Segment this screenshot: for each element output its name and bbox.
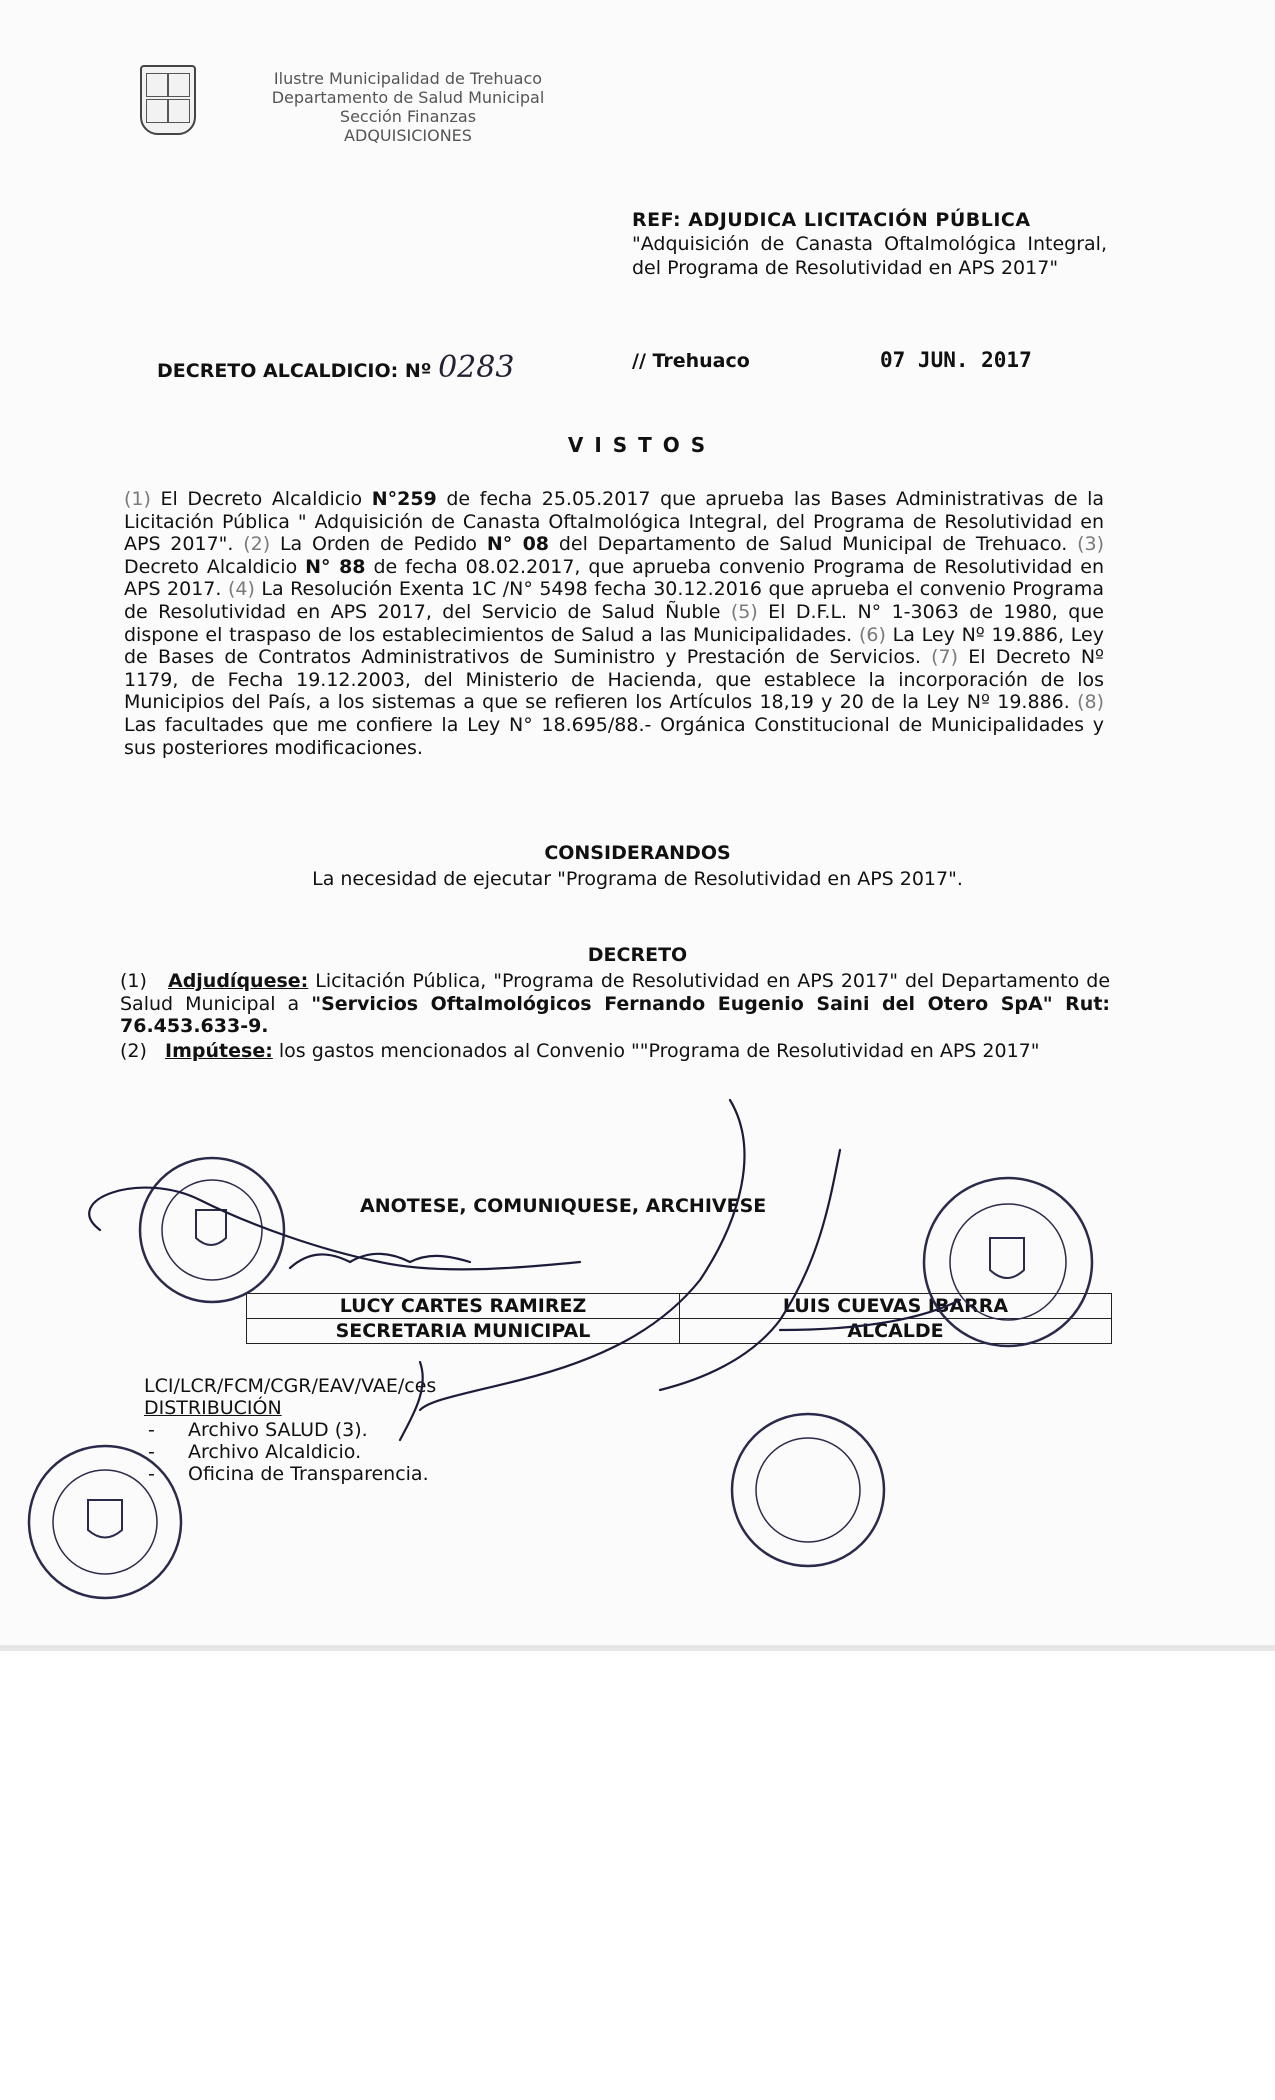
item-number: (4) bbox=[227, 578, 255, 601]
distribution-block bbox=[144, 1375, 436, 1485]
item-number: (5) bbox=[730, 600, 758, 623]
letterhead-line: Sección Finanzas bbox=[339, 107, 477, 126]
decreto-item-text: los gastos mencionados al Convenio ""Programa de Resolutividad en APS 2017" bbox=[278, 1040, 1040, 1062]
item-number: (1) bbox=[124, 488, 151, 510]
scan-edge bbox=[0, 1645, 1275, 1651]
vistos-fragment: Decreto Alcaldicio bbox=[124, 555, 298, 578]
vistos-fragment: Las facultades que me confiere la Ley N° 18.695/88.- Orgánica Constitucional de Municipalidades y sus posteriores modificaciones. bbox=[124, 713, 1104, 759]
considerandos-text: La necesidad de ejecutar "Programa de Resolutividad en APS 2017". bbox=[312, 868, 963, 890]
date-stamp: 07 JUN. 2017 bbox=[880, 348, 1032, 372]
alcalde-name: LUIS CUEVAS IBARRA bbox=[680, 1294, 1112, 1319]
vistos-text bbox=[124, 488, 1104, 759]
alcalde-title: ALCALDE bbox=[680, 1319, 1112, 1344]
vistos-heading: V I S T O S bbox=[567, 433, 708, 457]
letterhead-line: ADQUISICIONES bbox=[344, 126, 472, 145]
decreto-heading: DECRETO bbox=[587, 944, 688, 966]
decree-number-handwritten: 0283 bbox=[438, 350, 515, 385]
vistos-fragment: de fecha 08.02.2017, que aprueba convenio Programa de Resolutividad en APS 2017. bbox=[124, 555, 1104, 601]
imputese-label: Impútese: bbox=[165, 1040, 273, 1062]
decree-label: DECRETO ALCALDICIO: Nº bbox=[157, 360, 432, 382]
item-number: (8) bbox=[1077, 691, 1104, 714]
vistos-bold: N° 88 bbox=[305, 555, 366, 578]
considerandos-heading: CONSIDERANDOS bbox=[544, 842, 731, 864]
vistos-fragment: de fecha 25.05.2017 que aprueba las Bases Administrativas de la Licitación Pública " Adquisición de Canasta Oftalmológica Integral, del Programa de Resolutividad en APS 2017". bbox=[124, 488, 1104, 556]
item-number: (6) bbox=[858, 623, 886, 646]
distribution-item: - Archivo Alcaldicio. bbox=[144, 1441, 436, 1463]
reference-title: REF: ADJUDICA LICITACIÓN PÚBLICA bbox=[632, 209, 1031, 231]
reference-subject: "Adquisición de Canasta Oftalmológica Integral, del Programa de Resolutividad en APS 2017" bbox=[632, 233, 1107, 279]
decree-number-row bbox=[157, 350, 514, 385]
vistos-fragment: del Departamento de Salud Municipal de Trehuaco. bbox=[558, 533, 1068, 556]
vistos-bold: N°259 bbox=[371, 488, 437, 510]
secretaria-name: LUCY CARTES RAMIREZ bbox=[247, 1294, 680, 1319]
vistos-fragment: La Orden de Pedido bbox=[279, 533, 478, 556]
municipal-crest-icon bbox=[140, 65, 196, 135]
closing-line: ANOTESE, COMUNIQUESE, ARCHIVESE bbox=[360, 1195, 767, 1217]
decreto-item-1 bbox=[120, 970, 1110, 1038]
letterhead-line: Ilustre Municipalidad de Trehuaco bbox=[273, 69, 543, 88]
decreto-item-text: Licitación Pública, "Programa de Resolutividad en APS 2017" del Departamento de Salud Municipal a bbox=[120, 970, 1111, 1015]
vistos-fragment: La Resolución Exenta 1C /N° 5498 fecha 30.12.2016 que aprueba el convenio Programa de Resolutividad en APS 2017, del Servicio de Salud Ñuble bbox=[124, 578, 1105, 623]
adjudiquese-label: Adjudíquese: bbox=[167, 970, 309, 992]
item-number: (7) bbox=[931, 646, 959, 669]
item-number: (2) bbox=[120, 1040, 147, 1062]
decreto-item-2 bbox=[120, 1040, 1110, 1063]
vistos-fragment: El Decreto Alcaldicio bbox=[160, 488, 363, 510]
item-number: (1) bbox=[120, 970, 147, 992]
initials: LCI/LCR/FCM/CGR/EAV/VAE/ces bbox=[144, 1375, 437, 1397]
secretaria-title: SECRETARIA MUNICIPAL bbox=[247, 1319, 680, 1344]
reference-block bbox=[632, 208, 1107, 280]
letterhead-line: Departamento de Salud Municipal bbox=[271, 88, 545, 107]
item-number: (3) bbox=[1077, 533, 1104, 556]
distribution-item: - Oficina de Transparencia. bbox=[144, 1463, 436, 1485]
vistos-fragment: La Ley Nº 19.886, Ley de Bases de Contratos Administrativos de Suministro y Prestación de Servicios. bbox=[124, 623, 1104, 669]
vistos-bold: N° 08 bbox=[486, 533, 550, 556]
signature-table bbox=[246, 1293, 1112, 1344]
item-number: (2) bbox=[243, 533, 271, 556]
distribution-heading: DISTRIBUCIÓN bbox=[144, 1397, 282, 1419]
vistos-fragment: El D.F.L. N° 1-3063 de 1980, que dispone el traspaso de los establecimientos de Salud a las Municipalidades. bbox=[124, 600, 1104, 646]
distribution-item: - Archivo SALUD (3). bbox=[144, 1419, 436, 1441]
letterhead-text bbox=[208, 69, 608, 145]
decree-place: // Trehuaco bbox=[632, 350, 750, 372]
vistos-fragment: El Decreto Nº 1179, de Fecha 19.12.2003, del Ministerio de Hacienda, que establece la incorporación de los Municipios del País, a los sistemas a que se refieren los Artículos 18,19 y 20 de la Ley Nº 19.886. bbox=[124, 646, 1104, 714]
awardee: "Servicios Oftalmológicos Fernando Eugenio Saini del Otero SpA" Rut: 76.453.633-9. bbox=[120, 992, 1110, 1038]
